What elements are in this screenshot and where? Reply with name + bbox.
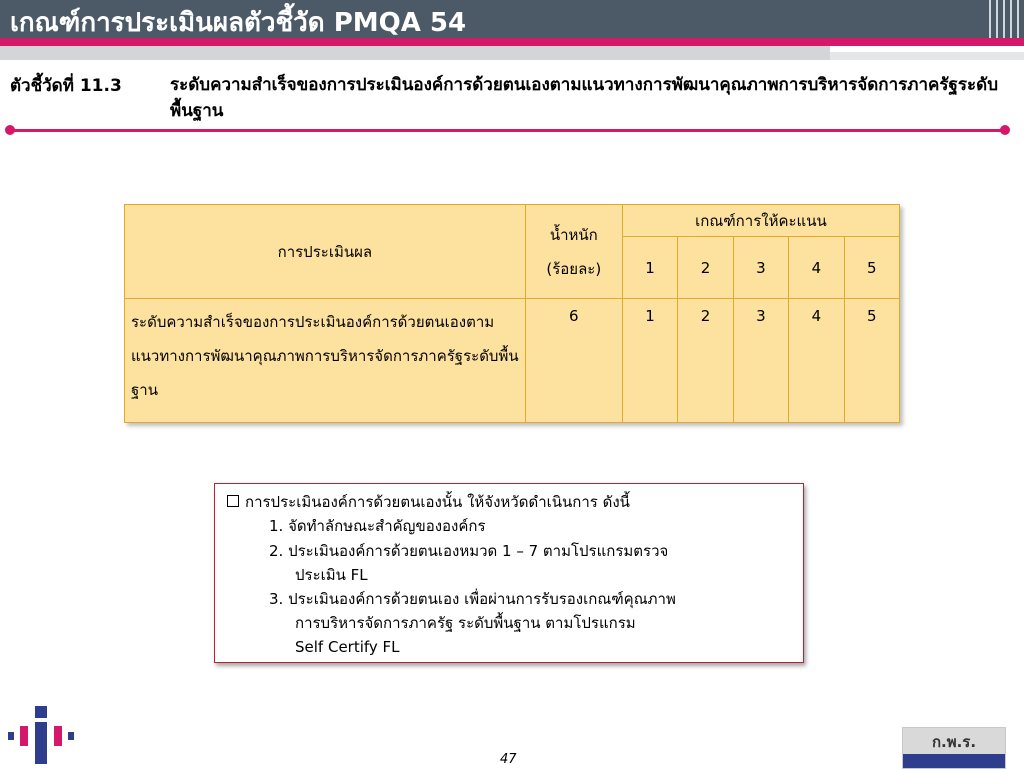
score-level-4: 4 [789,237,844,299]
instructions-heading-text: การประเมินองค์การด้วยตนเองนั้น ให้จังหวัดดำเนินการ ดังนี้ [245,493,630,511]
instruction-item-3-line-1: 3. ประเมินองค์การด้วยตนเอง เพื่อผ่านการรับรองเกณฑ์คุณภาพ [269,590,676,608]
scoring-table [124,204,900,423]
header-evaluation: การประเมินผล [125,205,526,299]
organization-logo-icon [6,702,76,766]
row-score-3: 3 [733,299,788,423]
header-weight [525,205,622,299]
instruction-item-2-line-2: ประเมิน FL [295,566,368,584]
score-level-1: 1 [622,237,677,299]
indicator-number: ตัวชี้วัดที่ 11.3 [10,76,122,96]
row-score-5: 5 [844,299,899,423]
row-score-2: 2 [678,299,733,423]
score-level-3: 3 [733,237,788,299]
divider-dot-right [1000,125,1010,135]
opdc-logo-text: ก.พ.ร. [931,733,977,751]
instructions-heading [227,490,630,514]
header-shadow-bar-tail [830,52,1024,60]
header-shadow-bar [0,46,830,60]
heading-divider [10,129,1006,132]
score-level-5: 5 [844,237,899,299]
indicator-title: ระดับความสำเร็จของการประเมินองค์การด้วยตนเองตามแนวทางการพัฒนาคุณภาพการบริหารจัดการภาครัฐระดับพื้นฐาน [170,75,999,121]
row-score-1: 1 [622,299,677,423]
instruction-item-1: 1. จัดทำลักษณะสำคัญขององค์กร [269,517,486,535]
row-weight: 6 [525,299,622,423]
header-accent-bar [0,38,1024,46]
opdc-logo-band [903,754,1005,768]
header-weight-unit: (ร้อยละ) [546,259,602,278]
slide-title: เกณฑ์การประเมินผลตัวชี้วัด PMQA 54 [10,8,467,38]
row-description: ระดับความสำเร็จของการประเมินองค์การด้วยตนเองตามแนวทางการพัฒนาคุณภาพการบริหารจัดการภาครัฐระดับพื้นฐาน [125,299,526,423]
page-number: 47 [500,752,517,767]
instruction-item-3-line-2: การบริหารจัดการภาครัฐ ระดับพื้นฐาน ตามโปรแกรม [295,614,636,632]
header-criteria: เกณฑ์การให้คะแนน [622,205,899,237]
header-weight-label: น้ำหนัก [549,225,598,244]
checkbox-bullet-icon [227,495,239,507]
opdc-logo [902,727,1006,769]
header-bar [0,0,1024,38]
header-stripes [984,0,1024,38]
instruction-item-3-line-3: Self Certify FL [295,638,400,656]
row-score-4: 4 [789,299,844,423]
instruction-item-2-line-1: 2. ประเมินองค์การด้วยตนเองหมวด 1 – 7 ตามโปรแกรมตรวจ [269,542,669,560]
instructions-box [214,483,804,663]
score-level-2: 2 [678,237,733,299]
